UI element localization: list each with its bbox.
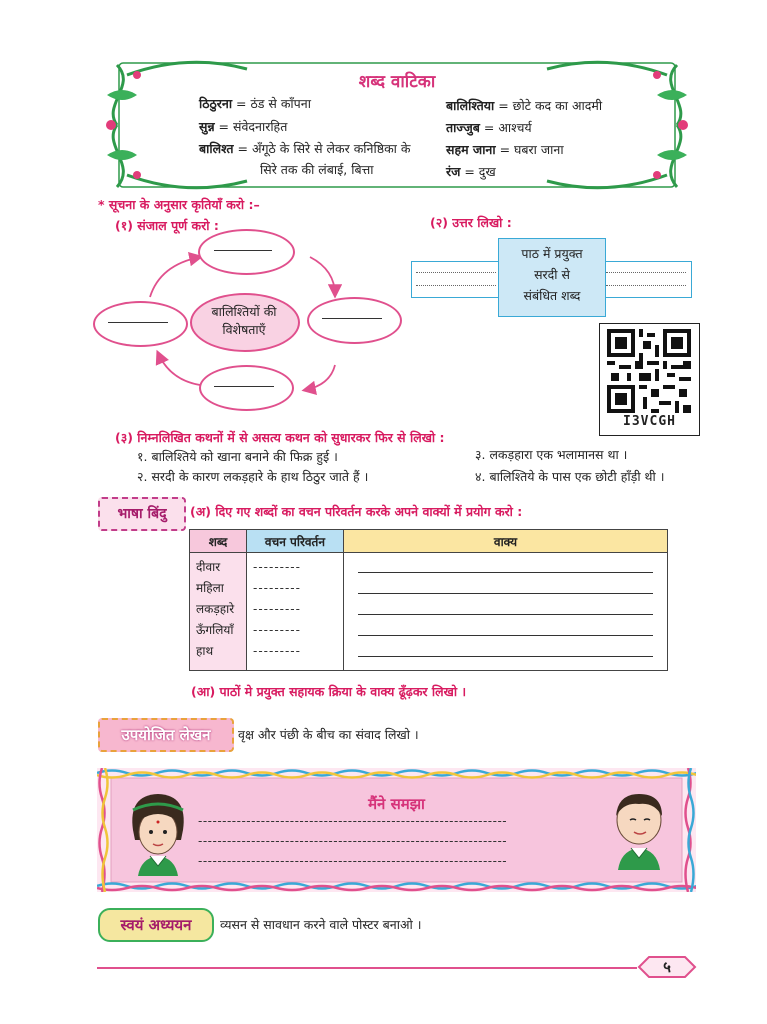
table-header-sentence: वाक्य bbox=[344, 530, 668, 553]
table-word: ऊँगलियाँ bbox=[196, 623, 234, 637]
understood-box bbox=[97, 768, 696, 892]
understood-title: मैंने समझा bbox=[368, 795, 425, 813]
task2-label: (२) उत्तर लिखो : bbox=[430, 215, 512, 230]
vocab-item: ठिठुरना = ठंड से काँपना bbox=[199, 96, 311, 111]
bhasha-bindu-badge: भाषा बिंदु bbox=[98, 497, 186, 531]
understood-line[interactable]: ---------------------------------------------------------------- bbox=[198, 834, 508, 848]
understood-line[interactable]: ---------------------------------------------------------------- bbox=[198, 814, 508, 828]
vocab-item: ताज्जुब = आश्चर्य bbox=[446, 120, 532, 135]
mindmap-blank-left bbox=[108, 322, 168, 323]
mindmap-oval-left bbox=[93, 301, 188, 347]
vocab-title: शब्द वाटिका bbox=[358, 72, 436, 92]
mindmap-oval-right bbox=[307, 297, 402, 344]
table-dash[interactable]: --------- bbox=[253, 602, 301, 616]
task1-label: (१) संजाल पूर्ण करो : bbox=[115, 218, 219, 233]
mindmap-center-text: बालिश्तियों की विशेषताएँ bbox=[211, 304, 277, 337]
sentence-line[interactable] bbox=[344, 620, 667, 641]
task3-label: (३) निम्नलिखित कथनों में से असत्य कथन को सुधारकर फिर से लिखो : bbox=[115, 430, 445, 445]
table-header-word: शब्द bbox=[190, 530, 247, 553]
dotted-line[interactable] bbox=[606, 285, 686, 286]
sentence-line[interactable] bbox=[344, 599, 667, 620]
statement-4: ४. बालिश्तिये के पास एक छोटी हाँड़ी थी । bbox=[475, 469, 665, 484]
vocab-item: रंज = दुख bbox=[446, 164, 496, 179]
answer-center-box: पाठ में प्रयुक्त सरदी से संबंधित शब्द bbox=[498, 238, 606, 317]
mindmap-blank-top bbox=[214, 250, 272, 251]
sentence-line[interactable] bbox=[344, 557, 667, 578]
task-aa-label: (आ) पाठों मे प्रयुक्त सहायक क्रिया के वाक्य ढूँढ़कर लिखो । bbox=[191, 684, 467, 699]
page-number-badge bbox=[637, 955, 697, 979]
understood-line[interactable]: ---------------------------------------------------------------- bbox=[198, 854, 508, 868]
sentence-line[interactable] bbox=[344, 578, 667, 599]
qr-code-label: I3VCGH bbox=[623, 414, 676, 429]
statement-2: २. सरदी के कारण लकड़हारे के हाथ ठिठुर जाते हैं । bbox=[137, 469, 369, 484]
table-dash[interactable]: --------- bbox=[253, 560, 301, 574]
swayam-text: व्यसन से सावधान करने वाले पोस्टर बनाओ । bbox=[220, 917, 422, 932]
table-dash[interactable]: --------- bbox=[253, 581, 301, 595]
mindmap-blank-bottom bbox=[214, 386, 274, 387]
vocab-item: सहम जाना = घबरा जाना bbox=[446, 142, 564, 157]
vocab-item-continuation: सिरे तक की लंबाई, बित्ता bbox=[260, 162, 374, 177]
table-word: लकड़हारे bbox=[196, 602, 235, 616]
qr-code[interactable] bbox=[599, 323, 700, 436]
vocab-box bbox=[97, 55, 697, 195]
upayojit-text: वृक्ष और पंछी के बीच का संवाद लिखो । bbox=[238, 727, 419, 742]
table-word: दीवार bbox=[196, 560, 221, 574]
table-word: हाथ bbox=[196, 644, 214, 658]
vocab-item: बालिश्तिया = छोटे कद का आदमी bbox=[446, 98, 603, 113]
statement-1: १. बालिश्तिये को खाना बनाने की फिक्र हुई । bbox=[137, 449, 338, 464]
sentence-line[interactable] bbox=[344, 641, 667, 662]
instructions: * सूचना के अनुसार कृतियाँ करो :– bbox=[98, 197, 260, 212]
table-word: महिला bbox=[196, 581, 224, 595]
task-a-label: (अ) दिए गए शब्दों का वचन परिवर्तन करके अपने वाक्यों में प्रयोग करो : bbox=[190, 504, 523, 519]
footer-rule bbox=[97, 967, 637, 969]
table-header-number: वचन परिवर्तन bbox=[247, 530, 344, 553]
statement-3: ३. लकड़हारा एक भलामानस था । bbox=[475, 447, 628, 462]
mindmap-oval-top bbox=[198, 229, 295, 275]
dotted-line[interactable] bbox=[416, 285, 496, 286]
dotted-line[interactable] bbox=[606, 272, 686, 273]
table-dash[interactable]: --------- bbox=[253, 644, 301, 658]
swayam-badge: स्वयं अध्ययन bbox=[98, 908, 214, 942]
vocab-item: सुन्न = संवेदनारहित bbox=[199, 119, 288, 134]
vocab-item: बालिश्त = अँगूठे के सिरे से लेकर कनिष्ठिका के bbox=[199, 141, 411, 156]
word-table bbox=[189, 529, 668, 671]
table-dash[interactable]: --------- bbox=[253, 623, 301, 637]
dotted-line[interactable] bbox=[416, 272, 496, 273]
qr-pattern-icon bbox=[607, 329, 691, 413]
page-number: ५ bbox=[663, 958, 671, 976]
mindmap-blank-right bbox=[322, 318, 382, 319]
mindmap-oval-bottom bbox=[199, 365, 294, 411]
upayojit-badge: उपयोजित लेखन bbox=[98, 718, 234, 752]
